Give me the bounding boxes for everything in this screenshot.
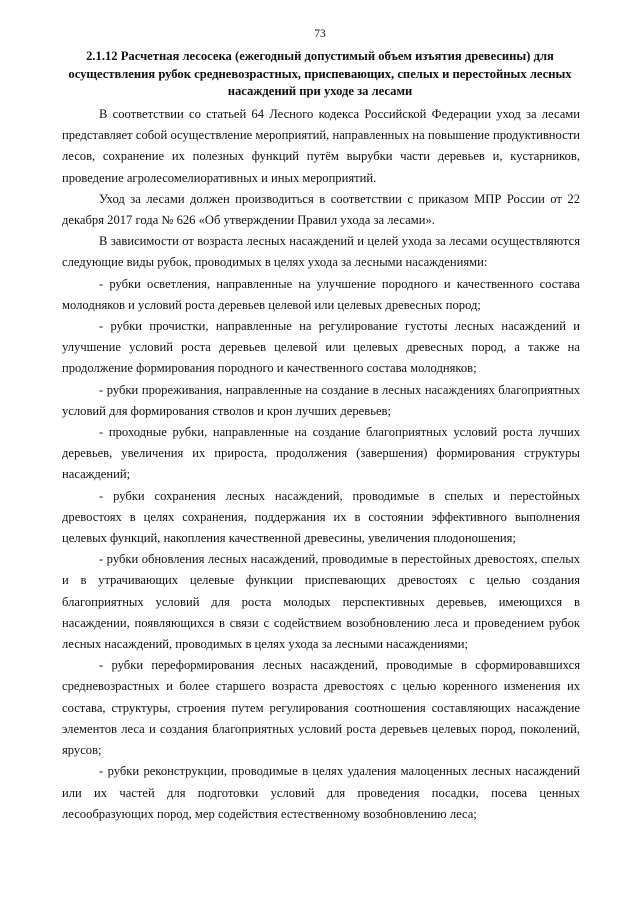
list-item: - рубки прочистки, направленные на регулирование густоты лесных насаждений и улучшение условий роста деревьев целевой или целевых древесных пород, а также на продолжение формирования породного и качественного состава молодняков; — [62, 319, 580, 376]
list-item: - рубки осветления, направленные на улучшение породного и качественного состава молодняков и условий роста деревьев целевой или целевых древесных пород; — [62, 276, 580, 312]
list-item: - проходные рубки, направленные на создание благоприятных условий роста лучших деревьев, увеличения их прироста, продолжения (завершения) формирования структуры насаждений; — [62, 425, 580, 482]
section-heading: 2.1.12 Расчетная лесосека (ежегодный допустимый объем изъятия древесины) для осуществления рубок средневозрастных, приспевающих, спелых и перестойных лесных насаждений при уходе за лесами — [68, 49, 572, 98]
body-text — [62, 104, 580, 825]
list-item: - рубки реконструкции, проводимые в целях удаления малоценных лесных насаждений или их частей для подготовки условий для проведения посадки, посева ценных лесообразующих пород, мер содействия естественному возобновлению леса; — [62, 764, 580, 821]
list-item: - рубки переформирования лесных насаждений, проводимые в сформировавшихся средневозрастных и более старшего возраста древостоях с целью коренного изменения их состава, структуры, строения путем регулирования соотношения составляющих насаждение элементов леса и создания благоприятных условий роста деревьев целевых пород, поколений, ярусов; — [62, 658, 580, 758]
list-item: - рубки обновления лесных насаждений, проводимые в перестойных древостоях, спелых и в утрачивающих целевые функции приспевающих древостоях с целью создания благоприятных условий для роста молодых перспективных деревьев, имеющихся в насаждении, появляющихся в связи с содействием возобновлению леса и проведением рубок лесных насаждений, проводимых в целях ухода за лесными насаждениями; — [62, 552, 580, 652]
list-item: - рубки прореживания, направленные на создание в лесных насаждениях благоприятных условий для формирования стволов и крон лучших деревьев; — [62, 382, 580, 418]
page-number: 73 — [314, 28, 326, 40]
paragraph: В соответствии со статьей 64 Лесного кодекса Российской Федерации уход за лесами представляет собой осуществление мероприятий, направленных на повышение продуктивности лесов, сохранение их полезных функций путём вырубки части деревьев и, кустарников, проведение агролесомелиоративных и иных мероприятий. — [62, 107, 580, 185]
paragraph: В зависимости от возраста лесных насаждений и целей ухода за лесами осуществляются следующие виды рубок, проводимых в целях ухода за лесными насаждениями: — [62, 234, 580, 270]
list-item: - рубки сохранения лесных насаждений, проводимые в спелых и перестойных древостоях в целях сохранения, поддержания их в состоянии эффективного выполнения целевых функций, накопления качественной древесины, увеличения плодоношения; — [62, 488, 580, 546]
paragraph: Уход за лесами должен производиться в соответствии с приказом МПР России от 22 декабря 2017 года № 626 «Об утверждении Правил ухода за лесами». — [62, 191, 580, 228]
